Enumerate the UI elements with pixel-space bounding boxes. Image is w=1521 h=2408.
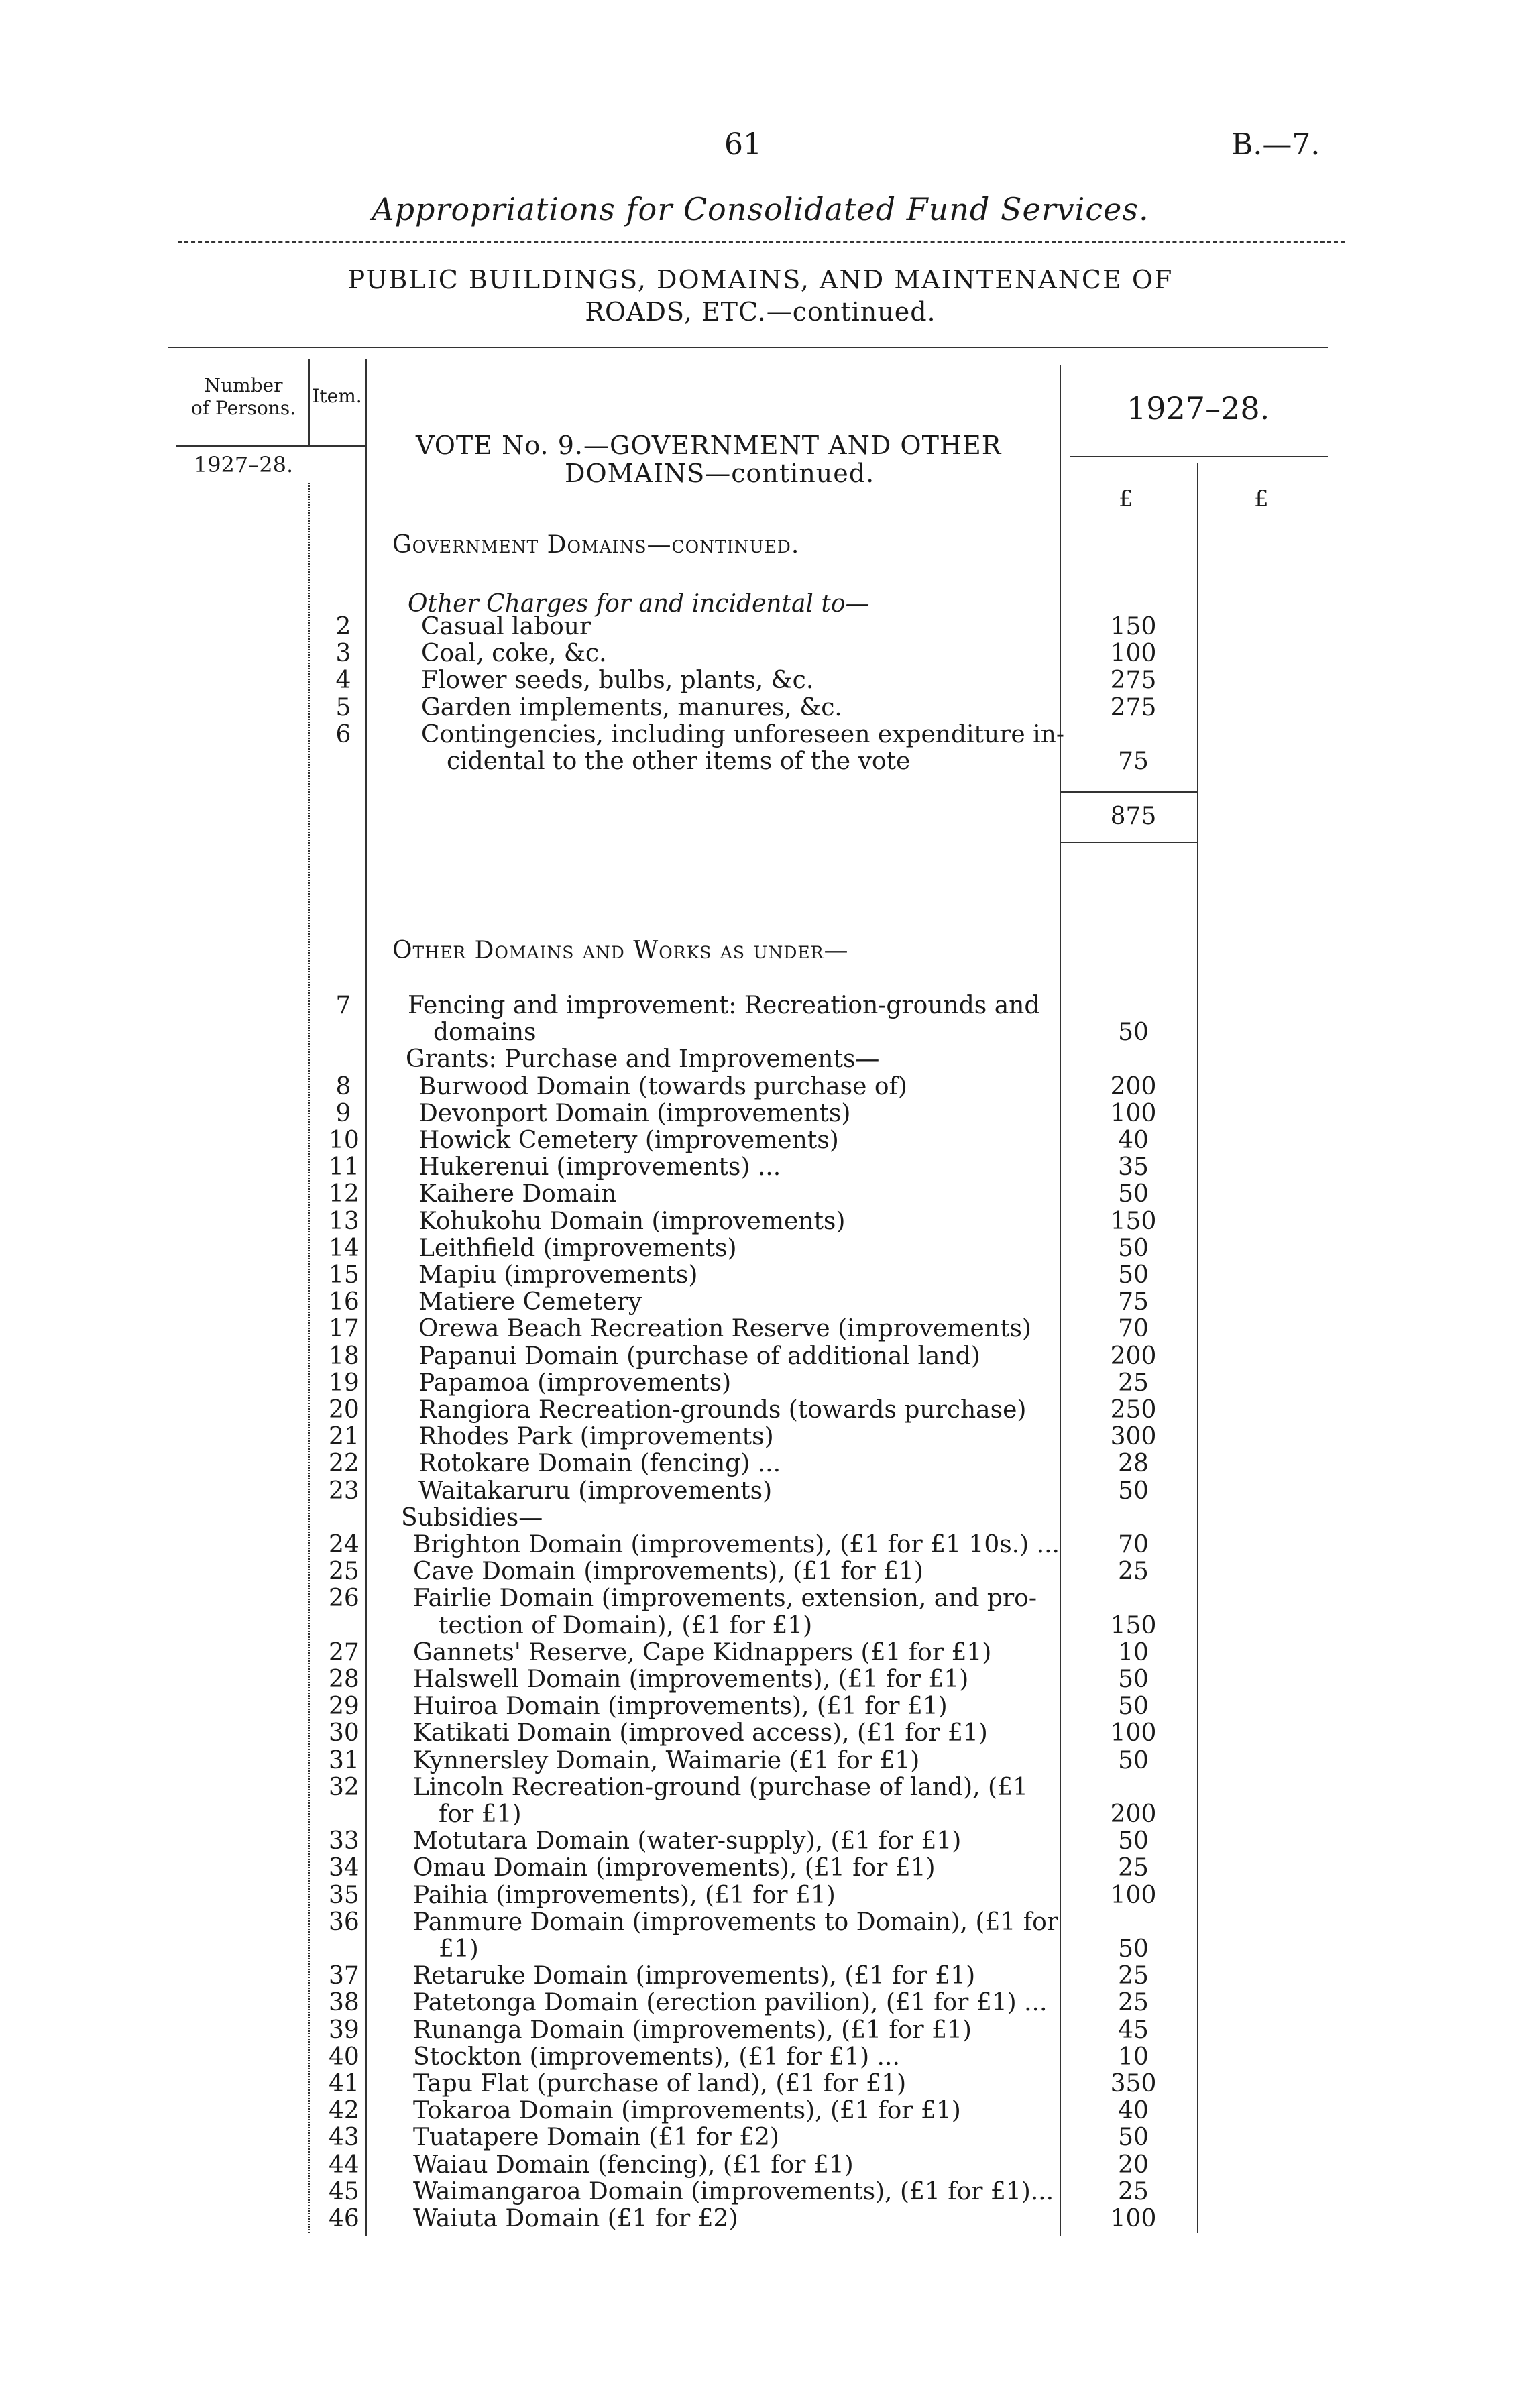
item-number: 46: [329, 2205, 359, 2232]
vote-title-line1: VOTE No. 9.—GOVERNMENT AND OTHER: [416, 431, 1002, 460]
item-amount: 100: [1110, 640, 1157, 668]
section1-sum-rule: [1060, 791, 1197, 793]
item-number: 33: [329, 1827, 359, 1855]
item-amount: 100: [1110, 1719, 1157, 1747]
item-number: 6: [335, 720, 351, 748]
item-number: 21: [329, 1423, 359, 1451]
item-number: 40: [329, 2043, 359, 2071]
item-number: 13: [329, 1207, 359, 1235]
item-description: Casual labour: [421, 613, 592, 640]
item-number: 42: [329, 2097, 359, 2125]
item-description: Tokaroa Domain (improvements), (£1 for £1): [413, 2097, 961, 2125]
item-description: Motutara Domain (water-supply), (£1 for £1): [413, 1827, 962, 1855]
item-description: Kynnersley Domain, Waimarie (£1 for £1): [413, 1746, 920, 1774]
item-amount: 70: [1118, 1315, 1149, 1343]
item-number: 16: [329, 1288, 359, 1316]
item-description: Gannets' Reserve, Cape Kidnappers (£1 for £1): [413, 1638, 992, 1666]
item-number: 35: [329, 1881, 359, 1909]
item-amount: 250: [1110, 1396, 1157, 1424]
col-rule-amounts: [1197, 463, 1198, 2233]
item-amount: 50: [1118, 1746, 1149, 1774]
item-amount: 150: [1110, 1611, 1157, 1640]
item-number: 38: [329, 1989, 359, 2017]
item-description: Waitakaruru (improvements): [418, 1477, 773, 1505]
item-description: Waiau Domain (fencing), (£1 for £1): [413, 2151, 854, 2179]
item-description: Contingencies, including unforeseen expenditure in-: [421, 720, 1065, 748]
item-number: 10: [329, 1127, 359, 1154]
section-heading-line1: PUBLIC BUILDINGS, DOMAINS, AND MAINTENANCE OF: [347, 265, 1174, 294]
item-amount: 10: [1118, 1638, 1149, 1666]
item-number: 17: [329, 1315, 359, 1343]
vote-title-line2: [565, 459, 875, 488]
grants-subheading: Grants: Purchase and Improvements—: [406, 1045, 880, 1074]
item-description: Orewa Beach Recreation Reserve (improvements): [418, 1315, 1031, 1343]
item-number: 7: [335, 992, 351, 1019]
item-amount: 10: [1118, 2043, 1149, 2071]
title-rule: [178, 241, 1345, 243]
vote-title-line2-text: DOMAINS—continued.: [565, 459, 875, 488]
persons-year-header: 1927–28.: [193, 452, 294, 477]
item-description-cont: domains: [433, 1019, 537, 1047]
item-amount: 100: [1110, 1099, 1157, 1127]
item-number: 30: [329, 1719, 359, 1747]
item-description: Panmure Domain (improvements to Domain), (£1 for: [413, 1908, 1058, 1936]
item-description: Mapiu (improvements): [418, 1261, 698, 1289]
item-amount: 25: [1118, 1854, 1149, 1882]
section1-subheading: Other Charges for and incidental to—: [408, 590, 870, 618]
year-header-rule: [1070, 456, 1328, 457]
page-number: 61: [724, 127, 762, 162]
item-amount: 50: [1118, 1477, 1149, 1505]
number-header-line2: of Persons.: [190, 397, 296, 419]
persons-header-rule: [176, 445, 365, 447]
section1-total-rule: [1060, 842, 1197, 843]
item-description: Kaihere Domain: [418, 1180, 617, 1208]
item-description: Tuatapere Domain (£1 for £2): [413, 2124, 779, 2152]
item-number: 24: [329, 1531, 359, 1558]
item-description: Paihia (improvements), (£1 for £1): [413, 1881, 836, 1909]
col-rule-persons-lower: [308, 483, 310, 2233]
item-header: Item.: [312, 385, 362, 407]
item-number: 18: [329, 1342, 359, 1370]
col-rule-description: [1060, 365, 1061, 2236]
page-reference: B.—7.: [1231, 127, 1320, 162]
item-amount: 50: [1118, 1261, 1149, 1289]
item-description: Halswell Domain (improvements), (£1 for £1): [413, 1666, 969, 1693]
item-amount: 100: [1110, 1881, 1157, 1909]
item-amount: 200: [1110, 1342, 1157, 1370]
item-description: Cave Domain (improvements), (£1 for £1): [413, 1558, 923, 1586]
item-description: Fencing and improvement: Recreation-grounds and: [408, 992, 1040, 1019]
item-number: 2: [335, 613, 351, 640]
item-number: 26: [329, 1585, 359, 1613]
item-description: Patetonga Domain (erection pavilion), (£1 for £1) ...: [413, 1989, 1048, 2017]
item-description: Omau Domain (improvements), (£1 for £1): [413, 1854, 936, 1882]
section-heading-line2: ROADS, ETC.—continued.: [585, 297, 936, 327]
item-amount: 275: [1110, 693, 1157, 722]
item-number: 25: [329, 1558, 359, 1586]
item-number: 12: [329, 1180, 359, 1208]
item-description: Waiuta Domain (£1 for £2): [413, 2205, 738, 2232]
item-amount: 50: [1118, 2124, 1149, 2152]
item-amount: 50: [1118, 1019, 1149, 1047]
item-amount: 50: [1118, 1827, 1149, 1855]
item-description: Coal, coke, &c.: [421, 640, 607, 668]
item-amount: 28: [1118, 1450, 1149, 1478]
item-number: 31: [329, 1746, 359, 1774]
item-amount: 150: [1110, 1207, 1157, 1235]
item-amount: 50: [1118, 1935, 1149, 1963]
item-amount: 50: [1118, 1666, 1149, 1693]
item-description: Papanui Domain (purchase of additional land): [418, 1342, 980, 1370]
item-description: Kohukohu Domain (improvements): [418, 1207, 846, 1235]
item-description: Matiere Cemetery: [418, 1288, 642, 1316]
item-amount: 20: [1118, 2151, 1149, 2179]
item-description: Stockton (improvements), (£1 for £1) ...: [413, 2043, 900, 2071]
item-description: Hukerenui (improvements) ...: [418, 1153, 781, 1182]
item-number: 4: [335, 667, 351, 695]
item-description: Rotokare Domain (fencing) ...: [418, 1450, 781, 1478]
item-number: 9: [335, 1099, 351, 1127]
item-description: Papamoa (improvements): [418, 1369, 732, 1397]
item-description: Fairlie Domain (improvements, extension, and pro-: [413, 1585, 1037, 1613]
item-description: Flower seeds, bulbs, plants, &c.: [421, 667, 814, 695]
item-number: 20: [329, 1396, 359, 1424]
item-amount: 70: [1118, 1531, 1149, 1558]
item-description-cont: tection of Domain), (£1 for £1): [439, 1611, 813, 1640]
item-description: Devonport Domain (improvements): [418, 1099, 851, 1127]
number-of-persons-header: [180, 374, 307, 420]
item-amount: 75: [1118, 748, 1149, 775]
item-number: 44: [329, 2151, 359, 2179]
item-number: 11: [329, 1153, 359, 1182]
item-number: 29: [329, 1693, 359, 1721]
col-rule-item: [365, 359, 367, 2236]
item-amount: 300: [1110, 1423, 1157, 1451]
item-description: Runanga Domain (improvements), (£1 for £1): [413, 2016, 972, 2044]
item-amount: 275: [1110, 667, 1157, 695]
item-description: Leithfield (improvements): [418, 1234, 737, 1262]
item-number: 19: [329, 1369, 359, 1397]
item-number: 37: [329, 1962, 359, 1990]
item-amount: 75: [1118, 1288, 1149, 1316]
item-number: 36: [329, 1908, 359, 1936]
pound-col1: £: [1119, 485, 1133, 512]
item-amount: 40: [1118, 2097, 1149, 2125]
item-description: Howick Cemetery (improvements): [418, 1127, 839, 1154]
item-amount: 100: [1110, 2205, 1157, 2232]
item-amount: 25: [1118, 1558, 1149, 1586]
number-header-line1: Number: [204, 374, 283, 396]
item-amount: 200: [1110, 1072, 1157, 1100]
item-number: 8: [335, 1072, 351, 1100]
item-number: 3: [335, 640, 351, 668]
item-amount: 25: [1118, 1962, 1149, 1990]
item-amount: 40: [1118, 1127, 1149, 1154]
item-amount: 350: [1110, 2070, 1157, 2098]
item-description: Katikati Domain (improved access), (£1 for £1): [413, 1719, 988, 1747]
item-description: Brighton Domain (improvements), (£1 for £1 10s.) ...: [413, 1531, 1060, 1558]
page-title: Appropriations for Consolidated Fund Services.: [372, 191, 1149, 227]
subsidies-subheading: Subsidies—: [401, 1503, 543, 1532]
item-number: 14: [329, 1234, 359, 1262]
item-number: 15: [329, 1261, 359, 1289]
item-description: Lincoln Recreation-ground (purchase of land), (£1: [413, 1773, 1028, 1801]
item-number: 39: [329, 2016, 359, 2044]
item-number: 22: [329, 1450, 359, 1478]
item-description-cont: for £1): [439, 1800, 522, 1828]
item-amount: 25: [1118, 1369, 1149, 1397]
item-number: 5: [335, 693, 351, 722]
item-number: 41: [329, 2070, 359, 2098]
item-amount: 45: [1118, 2016, 1149, 2044]
item-description-cont: £1): [439, 1935, 479, 1963]
item-description: Rhodes Park (improvements): [418, 1423, 774, 1451]
item-number: 43: [329, 2124, 359, 2152]
item-description-cont: cidental to the other items of the vote: [447, 748, 911, 775]
item-description: Burwood Domain (towards purchase of): [418, 1072, 907, 1100]
section1-total: 875: [1110, 803, 1157, 830]
item-description: Tapu Flat (purchase of land), (£1 for £1): [413, 2070, 907, 2098]
item-number: 23: [329, 1477, 359, 1505]
item-description: Rangiora Recreation-grounds (towards purchase): [418, 1396, 1027, 1424]
item-amount: 25: [1118, 2177, 1149, 2205]
pound-col2: £: [1254, 485, 1269, 512]
item-description: Huiroa Domain (improvements), (£1 for £1): [413, 1693, 948, 1721]
item-amount: 50: [1118, 1234, 1149, 1262]
section2-heading: Other Domains and Works as under—: [392, 937, 849, 964]
item-amount: 25: [1118, 1989, 1149, 2017]
item-number: 27: [329, 1638, 359, 1666]
item-number: 28: [329, 1666, 359, 1693]
section1-heading: Government Domains—continued.: [392, 531, 800, 559]
item-description: Garden implements, manures, &c.: [421, 693, 842, 722]
item-description: Waimangaroa Domain (improvements), (£1 for £1)...: [413, 2177, 1054, 2205]
item-amount: 50: [1118, 1180, 1149, 1208]
item-number: 32: [329, 1773, 359, 1801]
item-number: 34: [329, 1854, 359, 1882]
item-amount: 150: [1110, 613, 1157, 640]
item-amount: 35: [1118, 1153, 1149, 1182]
item-amount: 50: [1118, 1693, 1149, 1721]
table-top-rule: [168, 347, 1328, 348]
item-description: Retaruke Domain (improvements), (£1 for £1): [413, 1962, 976, 1990]
item-number: 45: [329, 2177, 359, 2205]
year-header: 1927–28.: [1127, 390, 1270, 426]
item-amount: 200: [1110, 1800, 1157, 1828]
